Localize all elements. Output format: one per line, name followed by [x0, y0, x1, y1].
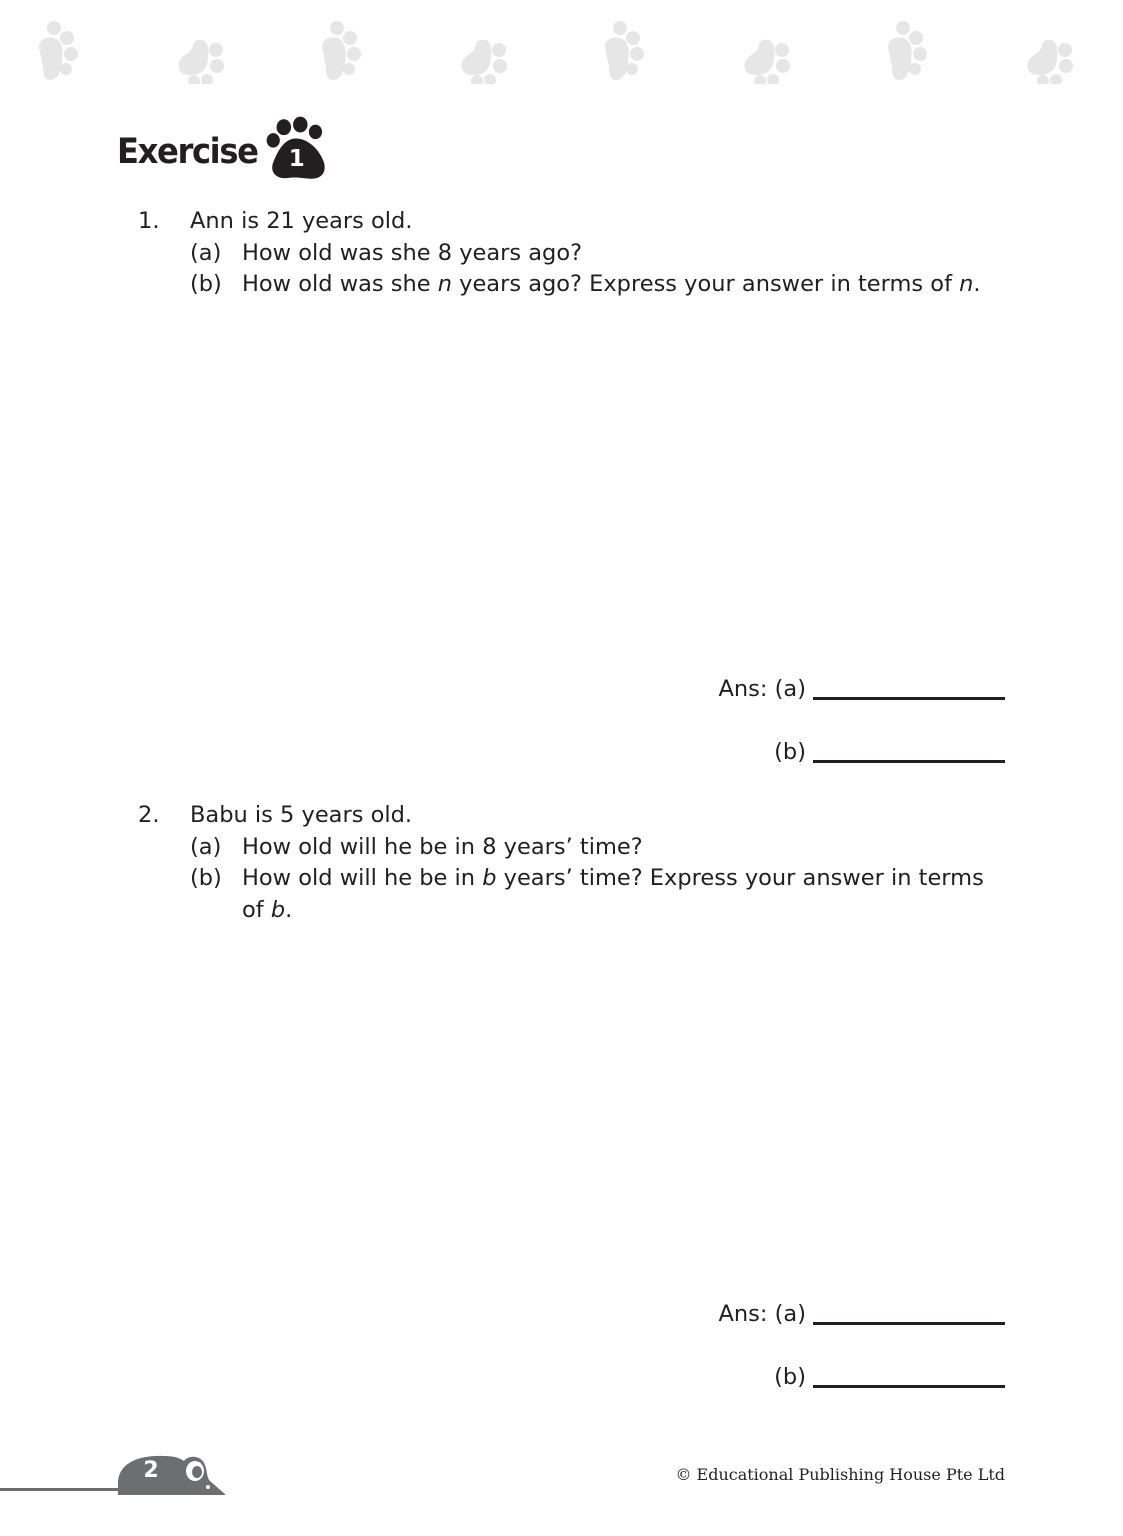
answer-label: Ans: (a)	[718, 1301, 806, 1327]
paw-print-icon	[879, 14, 939, 84]
answer-1b	[0, 739, 806, 771]
paw-print-icon	[30, 14, 90, 84]
part-text-continued: of b.	[242, 896, 293, 923]
answer-2b-line[interactable]	[813, 1385, 1005, 1388]
answer-1a-line[interactable]	[813, 697, 1005, 700]
part-label: (a)	[190, 833, 222, 860]
copyright-notice: © Educational Publishing House Pte Ltd	[675, 1465, 1005, 1484]
question-part-a	[138, 238, 981, 270]
paw-print-icon	[455, 14, 515, 84]
exercise-number: 1	[288, 146, 305, 172]
page-number: 2	[143, 1458, 159, 1483]
mouse-icon	[112, 1451, 227, 1497]
question-1	[138, 206, 981, 301]
paw-print-icon	[1021, 14, 1081, 84]
question-number: 2.	[138, 802, 160, 828]
question-2	[138, 800, 984, 926]
math-variable: b	[482, 865, 497, 891]
question-part-a	[138, 832, 984, 864]
part-text: How old was she n years ago? Express your answer in terms of n.	[242, 271, 981, 297]
answer-1b-line[interactable]	[813, 760, 1005, 763]
footer-rule	[0, 1488, 125, 1491]
header-paw-decoration	[0, 0, 1123, 100]
answer-label: (b)	[774, 739, 806, 765]
question-part-b	[138, 863, 984, 926]
question-part-b	[138, 269, 981, 301]
answer-1a	[0, 676, 806, 708]
answer-2a	[0, 1301, 806, 1333]
math-variable: b	[270, 896, 286, 923]
question-stem: Babu is 5 years old.	[190, 802, 413, 828]
part-label: (b)	[190, 271, 222, 297]
paw-print-icon	[264, 116, 330, 182]
part-text: How old was she 8 years ago?	[242, 239, 583, 266]
part-text: How old will he be in 8 years’ time?	[242, 833, 643, 860]
part-text: How old will he be in b years’ time? Express your answer in terms	[242, 865, 984, 891]
paw-print-icon	[172, 14, 232, 84]
question-stem: Ann is 21 years old.	[190, 208, 413, 234]
paw-print-icon	[738, 14, 798, 84]
paw-print-icon	[596, 14, 656, 84]
question-number: 1.	[138, 208, 160, 234]
answer-label: (b)	[774, 1364, 806, 1390]
answer-2b	[0, 1364, 806, 1396]
exercise-title-label: Exercise	[117, 132, 258, 172]
part-label: (b)	[190, 865, 222, 891]
exercise-title	[117, 117, 330, 187]
math-variable: n	[959, 271, 974, 297]
math-variable: n	[437, 271, 452, 297]
answer-2a-line[interactable]	[813, 1322, 1005, 1325]
answer-label: Ans: (a)	[718, 676, 806, 702]
part-label: (a)	[190, 239, 222, 266]
paw-print-icon	[313, 14, 373, 84]
